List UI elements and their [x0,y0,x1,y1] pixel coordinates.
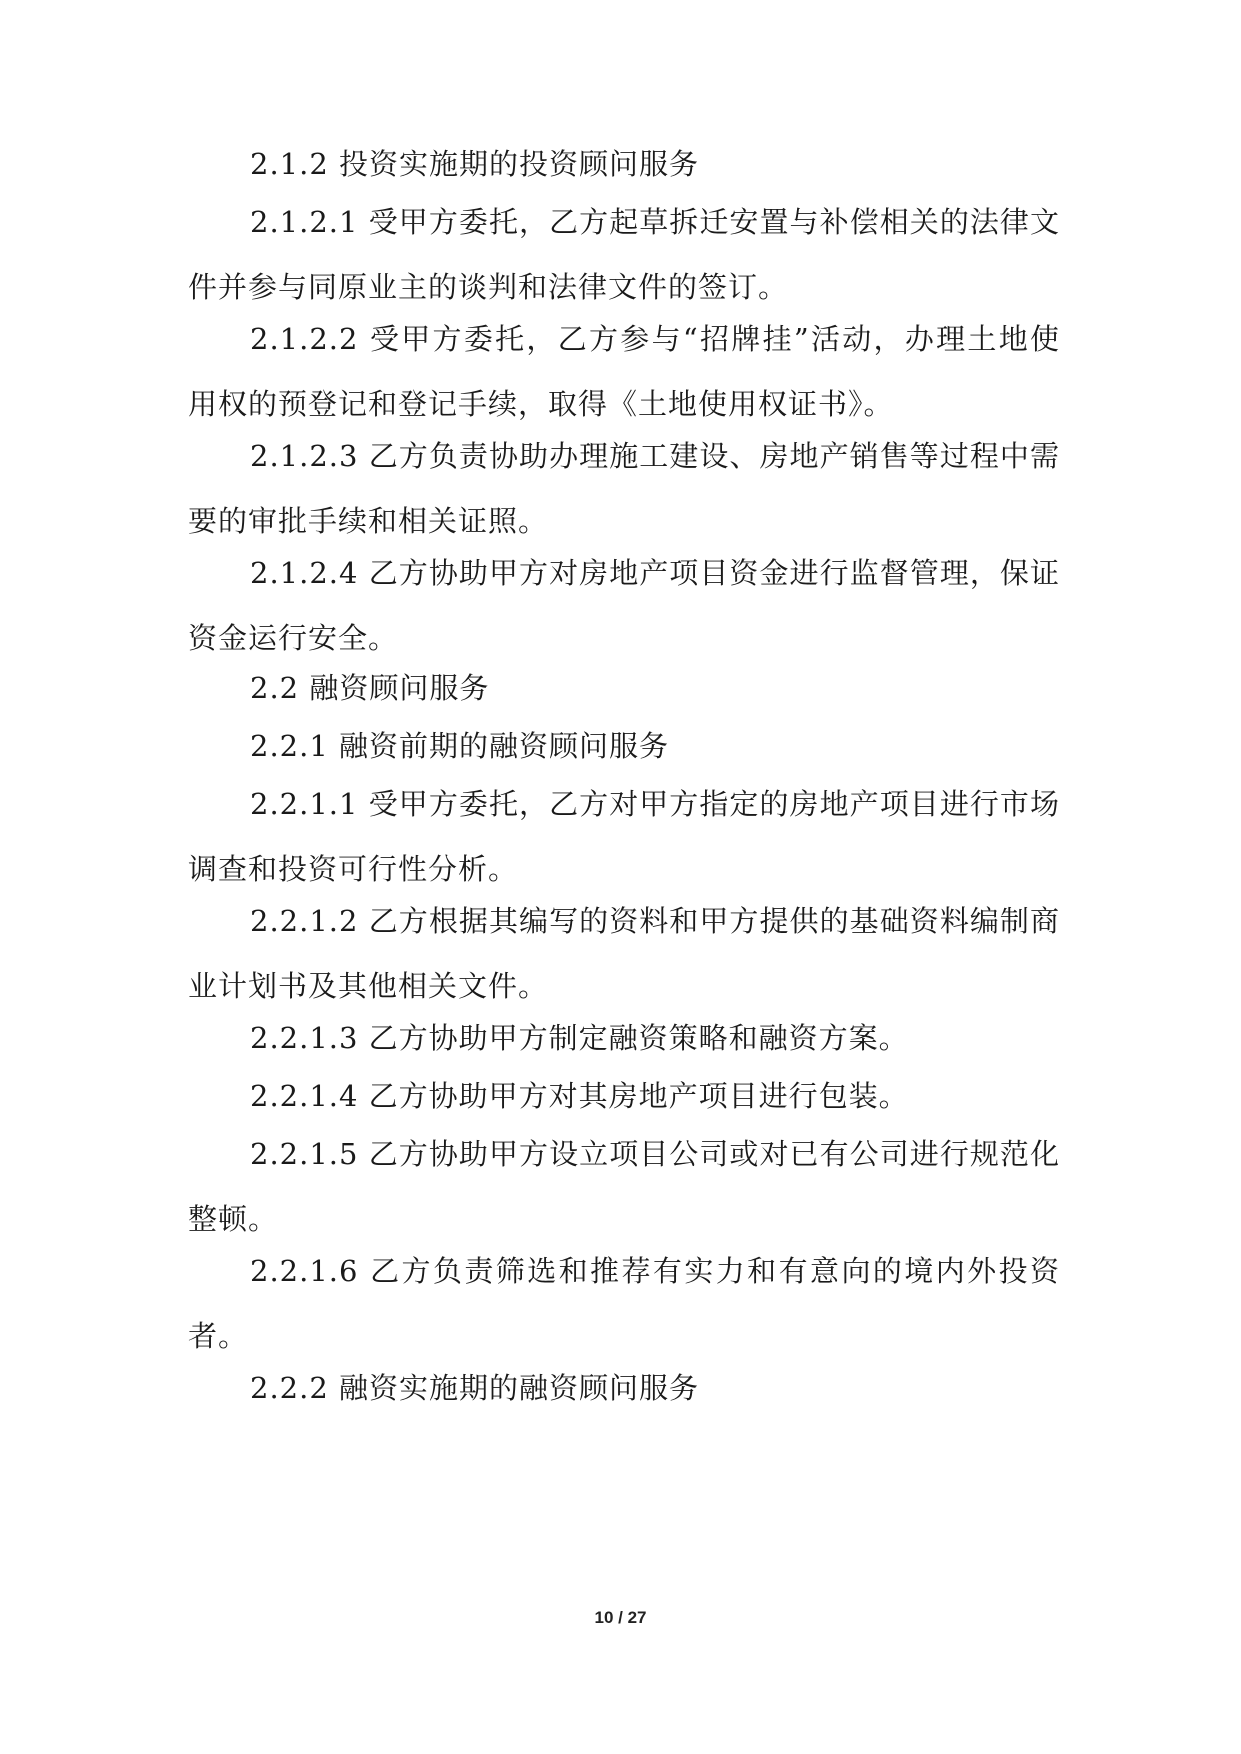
clause-2-2-1-5: 2.2.1.5 乙方协助甲方设立项目公司或对已有公司进行规范化整顿。 [188,1137,1060,1236]
section-heading-2-1-2: 2.1.2 投资实施期的投资顾问服务 [250,147,700,181]
clause-2-1-2-1: 2.1.2.1 受甲方委托，乙方起草拆迁安置与补偿相关的法律文件并参与同原业主的谈判和法律文件的签订。 [188,205,1060,304]
section-heading-2-2: 2.2 融资顾问服务 [250,671,490,705]
clause-2-1-2-2: 2.1.2.2 受甲方委托，乙方参与“招牌挂”活动，办理土地使用权的预登记和登记手续，取得《土地使用权证书》。 [188,322,1060,421]
clause-2-2-1-3: 2.2.1.3 乙方协助甲方制定融资策略和融资方案。 [250,1021,909,1055]
section-heading-2-2-2: 2.2.2 融资实施期的融资顾问服务 [250,1371,700,1405]
section-heading-2-2-1: 2.2.1 融资前期的融资顾问服务 [250,729,670,763]
clause-2-2-1-1: 2.2.1.1 受甲方委托，乙方对甲方指定的房地产项目进行市场调查和投资可行性分析。 [188,787,1060,886]
clause-2-2-1-6: 2.2.1.6 乙方负责筛选和推荐有实力和有意向的境内外投资者。 [188,1254,1060,1353]
clause-2-2-1-4: 2.2.1.4 乙方协助甲方对其房地产项目进行包装。 [250,1079,909,1113]
clause-2-2-1-2: 2.2.1.2 乙方根据其编写的资料和甲方提供的基础资料编制商业计划书及其他相关文件。 [188,904,1060,1003]
page-number: 10 / 27 [594,1608,647,1627]
clause-2-1-2-3: 2.1.2.3 乙方负责协助办理施工建设、房地产销售等过程中需要的审批手续和相关证照。 [188,439,1060,538]
clause-2-1-2-4: 2.1.2.4 乙方协助甲方对房地产项目资金进行监督管理，保证资金运行安全。 [188,556,1060,655]
